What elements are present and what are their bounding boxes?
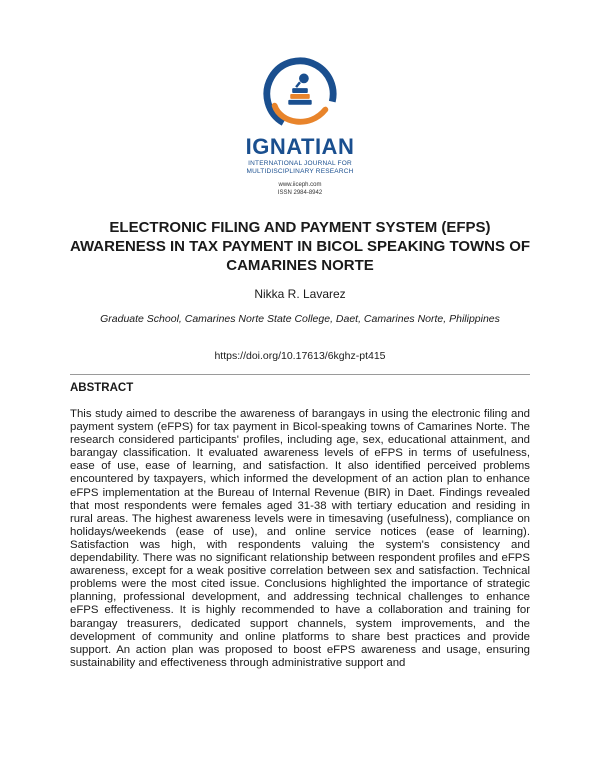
abstract-body: This study aimed to describe the awareness of barangays in using the electronic filing and payment system (eFPS) for tax payment in Bicol-speaking towns of Camarines Norte. The research considered participants' profiles, including age, sex, educational attainment, and barangay classification. It evaluated awareness levels of eFPS in terms of usefulness, ease of use, ease of learning, and satisfaction. It also identified perceived problems encountered by taxpayers, which informed the development of an action plan to enhance eFPS implementation at the Bureau of Internal Revenue (BIR) in Daet. Findings revealed that most respondents were females aged 31-38 with tertiary education and residing in rural areas. The highest awareness levels were in timesaving (usefulness), compliance on holidays/weekends (ease of use), and online service notices (ease of learning). Satisfaction was high, with respondents valuing the system's consistency and dependability. There was no significant relationship between respondent profiles and eFPS awareness, except for a weak positive correlation between sex and satisfaction. Technical problems were the most cited issue. Conclusions highlighted the importance of strategic planning, professional development, and addressing technical challenges to enhance eFPS effectiveness. It is highly recommended to have a collaboration and training for barangay treasurers, dedicated support channels, system improvements, and the development of community and online platforms to share best practices and provide support. An action plan was proposed to boost eFPS awareness and usage, ensuring sustainability and effectiveness through administrative support and bbox=[70, 408, 530, 669]
journal-subtitle-line1: INTERNATIONAL JOURNAL FOR bbox=[248, 160, 352, 167]
paper-title: ELECTRONIC FILING AND PAYMENT SYSTEM (EFPS) AWARENESS IN TAX PAYMENT IN BICOL SPEAKING TOWNS OF CAMARINES NORTE bbox=[69, 219, 531, 274]
journal-website[interactable]: www.iiceph.com bbox=[278, 182, 322, 188]
paper-doi-link[interactable]: https://doi.org/10.17613/6kghz-pt415 bbox=[214, 350, 386, 362]
journal-name: IGNATIAN bbox=[245, 134, 355, 159]
paper-affiliation: Graduate School, Camarines Norte State College, Daet, Camarines Norte, Philippines bbox=[100, 313, 500, 325]
abstract-heading: ABSTRACT bbox=[70, 382, 134, 394]
journal-subtitle-line2: MULTIDISCIPLINARY RESEARCH bbox=[246, 168, 354, 175]
journal-subtitle bbox=[246, 160, 353, 176]
journal-emblem-icon bbox=[261, 55, 339, 133]
section-divider bbox=[70, 374, 530, 375]
journal-logo-block bbox=[0, 55, 600, 197]
journal-issn: ISSN 2984-8942 bbox=[277, 190, 323, 196]
paper-author: Nikka R. Lavarez bbox=[254, 287, 346, 301]
